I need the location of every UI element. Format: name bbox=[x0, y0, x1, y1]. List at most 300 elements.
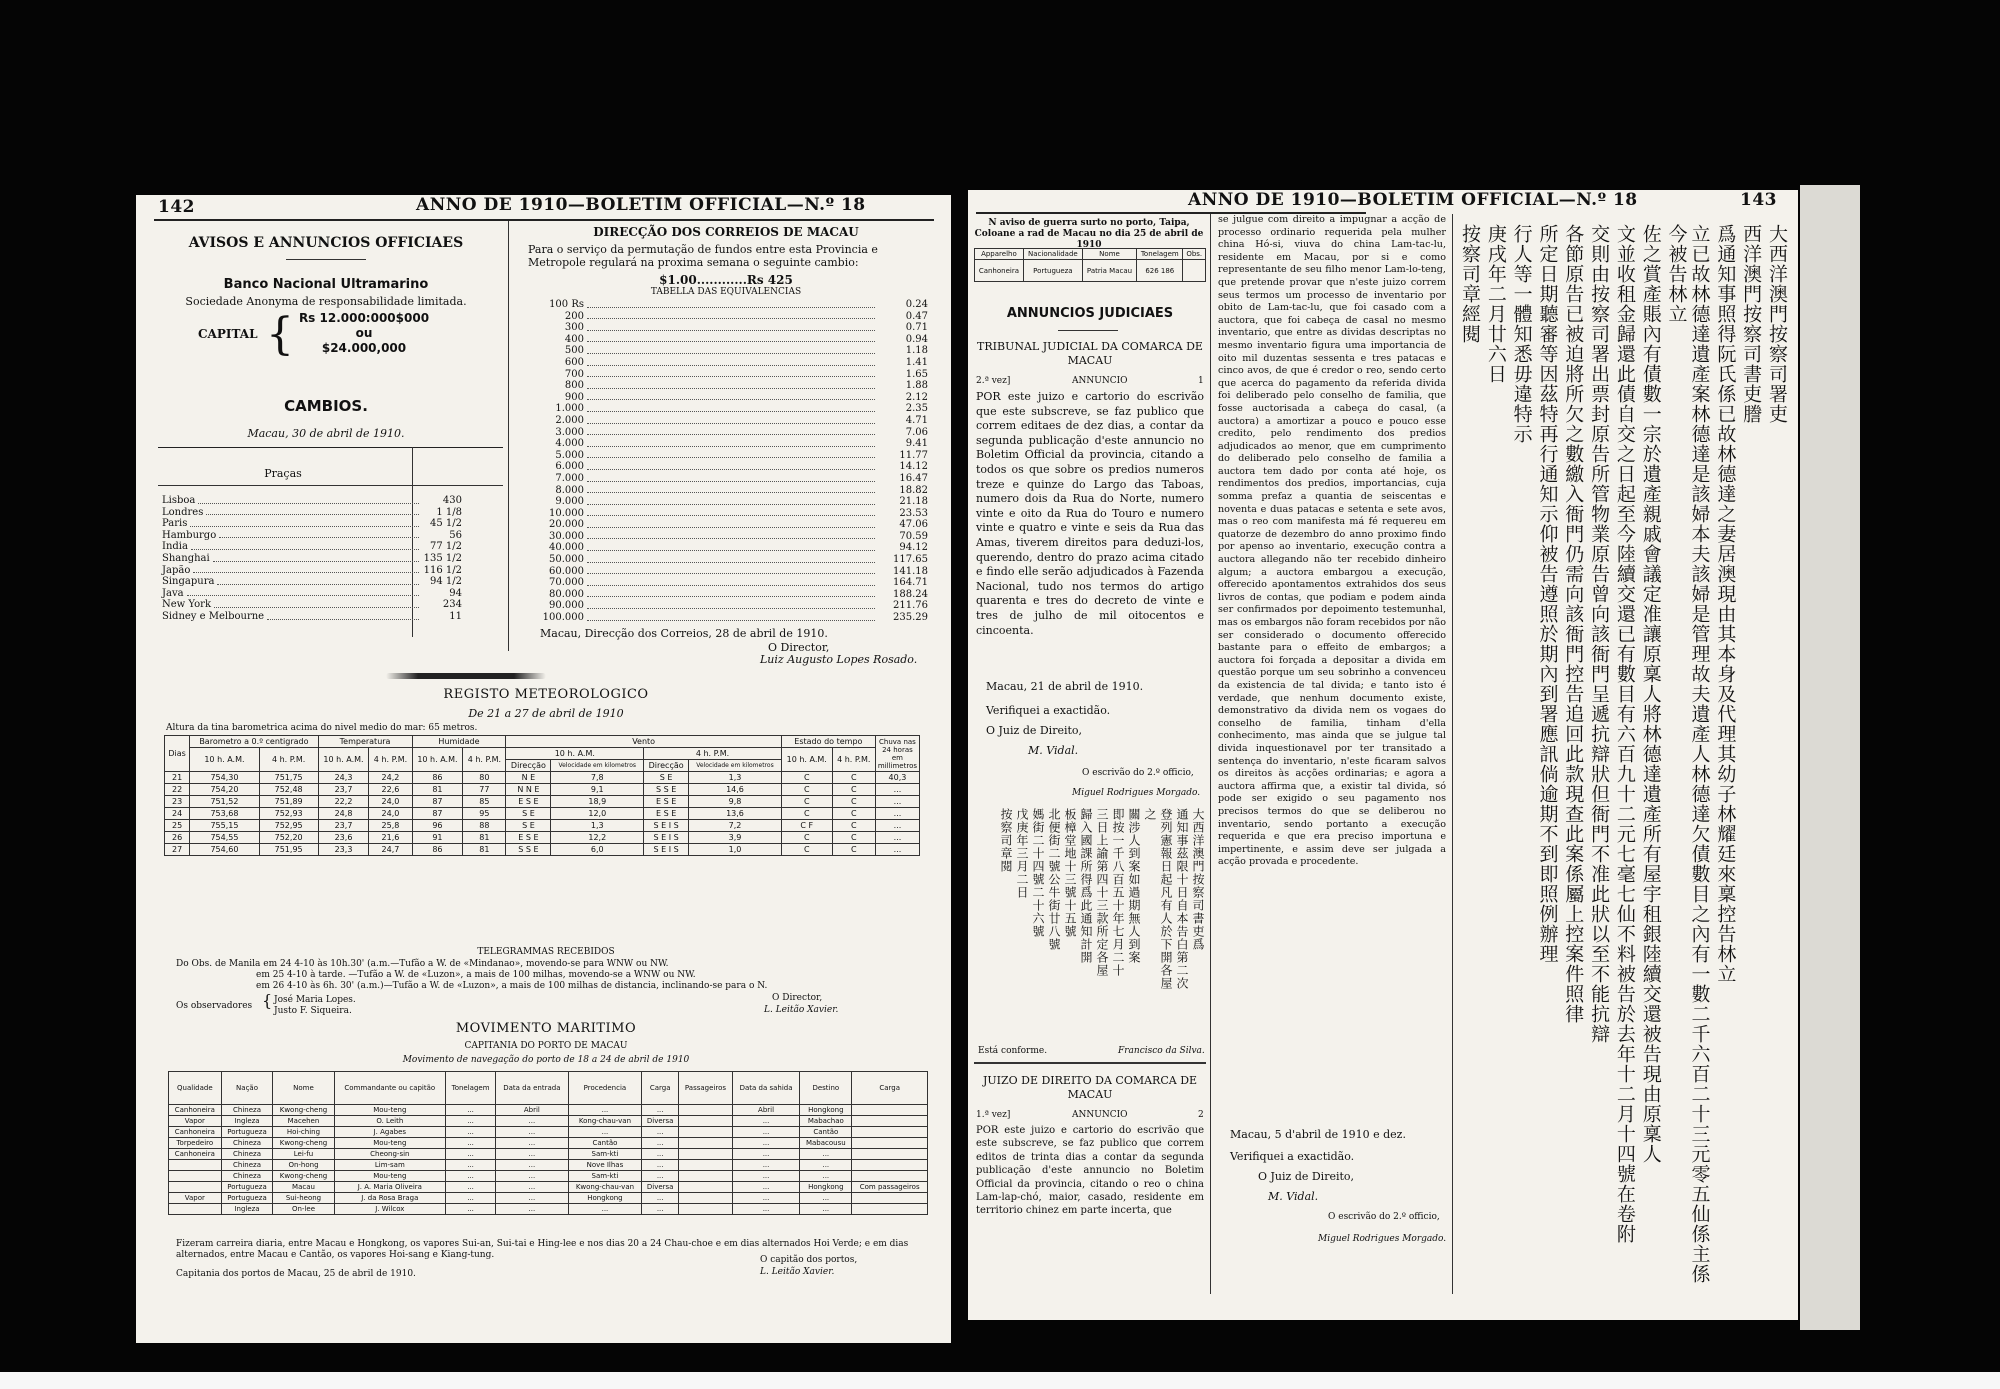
chinese-column: 爲通知事照得阮氏係已故林德達之妻居澳現由其本身及代理其幼子林耀廷來稟控告林立 bbox=[1714, 224, 1737, 984]
maritimo-cell bbox=[169, 1160, 222, 1171]
cambios-title: CAMBIOS. bbox=[284, 397, 368, 415]
maritimo-cell: Vapor bbox=[169, 1193, 222, 1204]
chinese-column: 文並收租金歸還此債自交之日起至今陸續交還已有數目有六百九十二元七毫七仙不料被告於去年十二月十四號在卷附 bbox=[1613, 224, 1636, 1244]
meteo-sub: 10 h. A.M. bbox=[781, 748, 832, 772]
maritimo-cell: Canhoneira bbox=[169, 1127, 222, 1138]
cambio-rate: 77 1/2 bbox=[430, 541, 462, 553]
meteo-cell: 88 bbox=[463, 820, 506, 832]
equivalencia-row bbox=[532, 334, 928, 346]
meteo-sub: 10 h. A.M. bbox=[318, 748, 369, 772]
vez-1: 2.ª vez] bbox=[976, 376, 1011, 386]
telegrams-title: TELEGRAMMAS RECEBIDOS bbox=[477, 947, 615, 957]
meteo-sub: 4 h. P.M. bbox=[369, 748, 412, 772]
equivalencia-rs: 800 bbox=[564, 380, 584, 392]
maritimo-cell: Cantão bbox=[568, 1138, 642, 1149]
correios-director-label: O Director, bbox=[768, 641, 830, 654]
maritimo-table bbox=[168, 1071, 928, 1215]
bank-subtitle: Sociedade Anonyma de responsabilidade limitada. bbox=[185, 295, 467, 308]
equivalencia-row bbox=[532, 531, 928, 543]
correios-director-name: Luiz Augusto Lopes Rosado. bbox=[760, 653, 918, 666]
maritimo-cell: ... bbox=[496, 1149, 569, 1160]
maritimo-cell: J. Agabes bbox=[334, 1127, 446, 1138]
maritimo-row bbox=[169, 1160, 928, 1171]
notice-cell: Patria Macau bbox=[1082, 260, 1136, 282]
equivalencia-val: 211.76 bbox=[893, 600, 928, 612]
cambio-row bbox=[162, 588, 462, 600]
maritimo-cell: Portugueza bbox=[221, 1193, 273, 1204]
maritimo-cell: ... bbox=[800, 1193, 852, 1204]
maritimo-cell: Macehen bbox=[273, 1116, 334, 1127]
cambio-row bbox=[162, 576, 462, 588]
maritimo-subtitle2: Movimento de navegação do porto de 18 a 24 de abril de 1910 bbox=[402, 1055, 690, 1065]
meteo-cell: 24,8 bbox=[318, 808, 369, 820]
equivalencia-val: 11.77 bbox=[899, 449, 928, 461]
meteo-cell: 9,1 bbox=[551, 784, 644, 796]
maritimo-title: MOVIMENTO MARITIMO bbox=[455, 1021, 637, 1036]
escrivao-1-name: Miguel Rodrigues Morgado. bbox=[1072, 788, 1201, 798]
meteo-cell: 18,9 bbox=[551, 796, 644, 808]
cambio-place: Sidney e Melbourne bbox=[162, 610, 265, 622]
equivalencia-rs: 30.000 bbox=[549, 530, 584, 542]
meteo-cell: 86 bbox=[412, 844, 463, 856]
meteo-cell: 96 bbox=[412, 820, 463, 832]
equivalencia-val: 188.24 bbox=[893, 588, 928, 600]
maritimo-cell: Kong-chau-van bbox=[568, 1116, 642, 1127]
maritimo-header: Qualidade bbox=[169, 1072, 222, 1105]
maritimo-cell bbox=[679, 1105, 733, 1116]
telegram-line: em 26 4-10 às 6h. 30' (a.m.)—Tufão a W. de «Luzon», a mais de 100 milhas de distancia, inclinando-se para o N. bbox=[256, 981, 768, 991]
meteo-cell: 27 bbox=[165, 844, 190, 856]
date-2: Macau, 5 d'abril de 1910 e dez. bbox=[1230, 1128, 1406, 1141]
maritimo-header: Tonelagem bbox=[446, 1072, 496, 1105]
meteo-cell: 24,7 bbox=[369, 844, 412, 856]
meteo-sub: 4 h. P.M. bbox=[644, 748, 782, 760]
meteo-cell: 22 bbox=[165, 784, 190, 796]
maritimo-cell: ... bbox=[496, 1160, 569, 1171]
meteo-row bbox=[165, 820, 920, 832]
maritimo-cell: ... bbox=[496, 1204, 569, 1215]
maritimo-cell bbox=[852, 1116, 928, 1127]
equivalencia-rs: 3.000 bbox=[555, 426, 584, 438]
meteo-cell: 6,0 bbox=[551, 844, 644, 856]
maritimo-cell: O. Leith bbox=[334, 1116, 446, 1127]
maritimo-cell bbox=[679, 1171, 733, 1182]
maritimo-cell: ... bbox=[732, 1193, 799, 1204]
chinese-column: 大西洋澳門按察司署吏 bbox=[1765, 224, 1788, 424]
cambio-rate: 94 1/2 bbox=[430, 576, 462, 588]
meteo-cell: 81 bbox=[463, 832, 506, 844]
right-running-head: ANNO DE 1910—BOLETIM OFFICIAL—N.º 18 bbox=[1188, 190, 1638, 210]
meteo-cell: ... bbox=[875, 844, 919, 856]
equivalencia-val: 1.18 bbox=[905, 345, 928, 357]
meteo-cell: 9,8 bbox=[689, 796, 782, 808]
maritimo-cell: ... bbox=[642, 1204, 679, 1215]
meteo-cell: 755,15 bbox=[190, 820, 259, 832]
maritimo-cell: Canhoneira bbox=[169, 1105, 222, 1116]
meteo-cell: 23 bbox=[165, 796, 190, 808]
chinese-column: 庚戌年二月廿六日 bbox=[1484, 224, 1507, 384]
equivalencia-rs: 600 bbox=[564, 356, 584, 368]
capital-rs: Rs 12.000:000$000 bbox=[298, 311, 430, 325]
cambio-rate: 430 bbox=[442, 495, 462, 506]
maritimo-cell: Sam-kti bbox=[568, 1149, 642, 1160]
maritimo-cell: Nove Ilhas bbox=[568, 1160, 642, 1171]
meteo-cell: 24,3 bbox=[318, 772, 369, 784]
cambio-row bbox=[162, 565, 462, 577]
chinese-column: 大西洋澳門按察司書吏爲 bbox=[1191, 808, 1205, 951]
meteo-cell: C bbox=[832, 796, 875, 808]
meteo-cell: C bbox=[832, 772, 875, 784]
maritimo-cell: ... bbox=[642, 1138, 679, 1149]
equivalencia-val: 70.59 bbox=[899, 530, 928, 542]
cambio-rate: 56 bbox=[449, 529, 462, 541]
equivalencia-rs: 100.000 bbox=[542, 612, 584, 624]
meteo-row bbox=[165, 808, 920, 820]
equivalencia-row bbox=[532, 473, 928, 485]
meteo-cell: C bbox=[781, 832, 832, 844]
scan-bottom-strip bbox=[0, 1372, 2000, 1389]
equivalencia-val: 4.71 bbox=[905, 414, 928, 426]
meteo-cell: C F bbox=[781, 820, 832, 832]
equivalencia-rs: 900 bbox=[564, 391, 584, 403]
cambio-row bbox=[162, 541, 462, 553]
cambio-row bbox=[162, 611, 462, 623]
chinese-column: 所定日期聽審等因茲特再行通知示仰被告遵照於期內到署應訊倘逾期不到即照例辦理 bbox=[1536, 224, 1559, 964]
avisos-title: AVISOS E ANNUNCIOS OFFICIAES bbox=[188, 235, 464, 251]
meteo-cell: 23,7 bbox=[318, 784, 369, 796]
cambios-date: Macau, 30 de abril de 1910. bbox=[247, 427, 405, 440]
equivalencia-rs: 70.000 bbox=[549, 577, 584, 589]
notice-cell: Canhoneira bbox=[975, 260, 1024, 282]
meteo-cell: 87 bbox=[412, 808, 463, 820]
cambio-rate: 234 bbox=[442, 599, 462, 611]
maritimo-cell: Hongkong bbox=[800, 1105, 852, 1116]
maritimo-cell: Mou-teng bbox=[334, 1138, 446, 1149]
maritimo-cell: ... bbox=[446, 1149, 496, 1160]
maritimo-cell: ... bbox=[568, 1127, 642, 1138]
maritimo-cell: Chineza bbox=[221, 1105, 273, 1116]
maritimo-cell: Lei-fu bbox=[273, 1149, 334, 1160]
maritimo-cell: Mabacousu bbox=[800, 1138, 852, 1149]
captain-label: O capitão dos portos, bbox=[760, 1255, 858, 1265]
conforme-name: Francisco da Silva. bbox=[1118, 1046, 1205, 1056]
equivalencia-rs: 4.000 bbox=[555, 438, 584, 450]
equivalencia-row bbox=[532, 485, 928, 497]
maritimo-row bbox=[169, 1171, 928, 1182]
meteo-sub: Direcção bbox=[506, 760, 551, 772]
maritimo-cell: ... bbox=[732, 1182, 799, 1193]
capital-label: CAPITAL bbox=[198, 327, 258, 341]
maritimo-row bbox=[169, 1105, 928, 1116]
meteo-cell: 24,2 bbox=[369, 772, 412, 784]
maritimo-cell: On-lee bbox=[273, 1204, 334, 1215]
chinese-column: 立已故林德達遺產案林德達是該婦本夫該婦是管理故夫遺產人林德達欠債數目之內有一數二千六百二十三元零五仙係主係今被告林立 bbox=[1665, 224, 1711, 1284]
left-page: 142 ANNO DE 1910—BOLETIM OFFICIAL—N.º 18 AVISOS E ANNUNCIOS OFFICIAES Banco Nacional Ultramarino Sociedade Anonyma de responsabilidade limitada. CAPITAL { Rs 12.000:000$000 ou $24.000,000 CAMBIOS. Macau, 30 de abril de 1910. Praças Lisboa 430 Londres 1 1/8 Paris 45 1/2 Hamburgo 56 India 77 1/2 Shanghai 135 1/2 Japão 116 1/2 Singapura 94 1/2 Java 94 New York 234 Sidney e Melbourne 11 DIRECÇÃO DOS CORREIOS DE MACAU Para o serviço da permutação de fundos entre esta Provincia e Metropole regulará na proxima semana o seguinte cambio: $1.00............Rs 425 TABELLA DAS EQUIVALENCIAS 100 Rs 0.24 200 0.47 300 0.71 400 0.94 500 1.18 600 1.41 700 1.65 800 1.88 900 2.12 1.000 2.35 2.000 4.71 3.000 7.06 4.000 9.41 5.000 11.77 6.000 14.12 7.000 16.47 8.000 18.82 9.000 21.18 10.000 23.53 20.000 47.06 30.000 70.59 40.000 94.12 50.000 117.65 60.000 141.18 70.000 164.71 80.000 188.24 90.000 211.76 100.000 235.29 Macau, Direcção dos Correios, 28 de abril de 1910. O Director, Luiz Augusto Lopes Rosado. REGISTO METEOROLOGICO De 21 a 27 de abril de 1910 Altura da tina barometrica acima do nivel medio do mar: 65 metros. Dias Barometro a 0.º centigrado Temperatura Humidade Vento Estado do tempo Chuva nas 24 horas em millimetros 10 h. A.M. 4 h. P.M. 10 h. A.M. 4 h. P.M. 10 h. A.M. 4 h. P.M. 10 h. A.M. 4 h. P.M. 10 h. A.M. 4 h. P.M. Direcção Velocidade em kilometros Direcção Velocidade em kilometros 21 754,30 751,75 24,3 24,2 86 80 N E 7,8 S E 1,3 C C 40,3 22 754,20 752,48 23,7 22,6 81 77 N N E 9,1 S S E 14,6 C C ... 23 751,52 751,89 22,2 24,0 87 85 E S E 18,9 E S E 9,8 C C ... 24 753,68 752,93 24,8 24,0 87 95 S E 12,0 E S E 13,6 C C ... 25 755,15 752,95 23,7 25,8 96 88 S E 1,3 S E I S 7,2 C F C ... 26 754,55 752,20 23,6 21,6 91 81 E S E 12,2 S E I S 3,9 C C ... 27 754,60 751,95 23,3 24,7 86 81 S S E 6,0 S E I S 1,0 C C ... TELEGRAMMAS RECEBIDOS Do Obs. de Manila em 24 4-10 às 10h.30' (a.m.—Tufão a W. de «Mindanao», movendo-se para WNW ou NW. em 25 4-10 à tarde. —Tufão a W. de «Luzon», a mais de 100 milhas, movendo-se a WNW ou NW. em 26 4-10 às 6h. 30' (a.m.)—Tufão a W. de «Luzon», a mais de 100 milhas de distancia, inclinando-se para o N. Os observadores { José Maria Lopes. Justo F. Siqueira. O Director, L. Leitão Xavier. MOVIMENTO MARITIMO CAPITANIA DO PORTO DE MACAU Movimento de navegação do porto de 18 a 24 de abril de 1910 Qualidade Nação Nome Commandante ou capitão Tonelagem Data da entrada Procedencia Carga Passageiros Data da sahida Destino Carga Canhoneira Chineza Kwong-cheng Mou-teng ... Abril ... ... Abril Hongkong Vapor Ingleza Macehen O. Leith ... ... Kong-chau-van Diversa ... Mabachao Canhoneira Portugueza Hoi-ching J. Agabes ... ... ... ... ... Cantão Torpedeiro Chineza Kwong-cheng Mou-teng ... ... Cantão ... ... Mabacousu Canhoneira Chineza Lei-fu Cheong-sin ... ... Sam-kti ... ... ... Chineza On-hong Lim-sam ... ... Nove Ilhas ... ... ... Chineza Kwong-cheng Mou-teng ... ... Sam-kti ... ... ... Portugueza Macau J. A. Maria Oliveira ... ... Kwong-chau-van Diversa ... Hongkong Com passageiros Vapor Portugueza Sui-heong J. da Rosa Braga ... ... Hongkong ... ... ... Ingleza On-lee J. Wilcox ... ... ... ... ... ... Fizeram carreira diaria, entre Macau e Hongkong, os vapores Sui-an, Sui-tai e Hing-lee e nos dias 20 a 24 Chau-choe e em dias alternados Hoi Verde; e em dias alternados, entre Macau e Cantão, os vapores Hoi-sang e Kiang-tung. Capitania dos portos de Macau, 25 de abril de 1910. O capitão dos portos, L. Leitão Xavier. bbox=[136, 195, 951, 1343]
maritimo-cell: Kwong-cheng bbox=[273, 1105, 334, 1116]
juiz-1-name: M. Vidal. bbox=[1028, 744, 1079, 757]
maritimo-row bbox=[169, 1138, 928, 1149]
meteo-sub: Velocidade em kilometros bbox=[689, 760, 782, 772]
maritimo-cell bbox=[852, 1171, 928, 1182]
meteo-cell: C bbox=[832, 832, 875, 844]
maritimo-cell: J. A. Maria Oliveira bbox=[334, 1182, 446, 1193]
cambio-rate: 94 bbox=[449, 587, 462, 599]
equivalencia-val: 9.41 bbox=[905, 438, 928, 450]
observer-1: José Maria Lopes. bbox=[274, 995, 356, 1005]
meteo-cell: C bbox=[832, 808, 875, 820]
maritimo-cell: ... bbox=[642, 1171, 679, 1182]
maritimo-cell: ... bbox=[732, 1204, 799, 1215]
meteo-group-humidade: Humidade bbox=[412, 736, 506, 748]
meteo-sub: Direcção bbox=[644, 760, 689, 772]
meteo-cell: 7,2 bbox=[689, 820, 782, 832]
maritimo-cell bbox=[852, 1149, 928, 1160]
maritimo-header: Nome bbox=[273, 1072, 334, 1105]
meteo-cell: 14,6 bbox=[689, 784, 782, 796]
notice-header: Apparelho bbox=[975, 249, 1024, 260]
meteo-col-chuva: Chuva nas 24 horas em millimetros bbox=[875, 736, 919, 772]
chinese-column: 板樟堂地十三號十五號 bbox=[1063, 808, 1077, 938]
notice-cell bbox=[1183, 260, 1206, 282]
maritimo-cell: Lim-sam bbox=[334, 1160, 446, 1171]
meteo-cell: 751,52 bbox=[190, 796, 259, 808]
maritimo-row bbox=[169, 1182, 928, 1193]
equivalencia-val: 141.18 bbox=[893, 565, 928, 577]
meteo-cell: 91 bbox=[412, 832, 463, 844]
meteo-cell: S E bbox=[644, 772, 689, 784]
cambio-row bbox=[162, 518, 462, 530]
maritimo-cell: ... bbox=[496, 1182, 569, 1193]
equivalencia-row bbox=[532, 427, 928, 439]
right-page-number: 143 bbox=[1740, 190, 1777, 210]
cambio-rate: 11 bbox=[449, 610, 462, 622]
equivalencia-val: 21.18 bbox=[899, 496, 928, 508]
maritimo-cell: Torpedeiro bbox=[169, 1138, 222, 1149]
cambio-rate: 1 1/8 bbox=[436, 506, 462, 518]
maritimo-cell: ... bbox=[496, 1138, 569, 1149]
meteo-cell: 754,20 bbox=[190, 784, 259, 796]
equivalencia-row bbox=[532, 600, 928, 612]
meteo-cell: 1,3 bbox=[689, 772, 782, 784]
meteo-cell: 23,7 bbox=[318, 820, 369, 832]
scan-page-edge bbox=[1800, 185, 1860, 1330]
meteo-cell: 751,89 bbox=[259, 796, 318, 808]
maritimo-place-date: Capitania dos portos de Macau, 25 de abril de 1910. bbox=[176, 1269, 416, 1279]
maritimo-cell: ... bbox=[732, 1138, 799, 1149]
cambio-row bbox=[162, 530, 462, 542]
meteo-cell: C bbox=[781, 772, 832, 784]
cambio-place: Java bbox=[162, 587, 184, 599]
equivalencia-row bbox=[532, 589, 928, 601]
equivalencia-val: 235.29 bbox=[893, 612, 928, 624]
meteo-sub: Velocidade em kilometros bbox=[551, 760, 644, 772]
chinese-column: 三日上諭第四十三款所定各屋 bbox=[1095, 808, 1109, 977]
meteo-cell: 1,3 bbox=[551, 820, 644, 832]
meteo-cell: C bbox=[832, 784, 875, 796]
meteo-row bbox=[165, 832, 920, 844]
notice-header: Nome bbox=[1082, 249, 1136, 260]
cambio-place: Paris bbox=[162, 518, 188, 530]
annuncio-num-1: 1 bbox=[1198, 376, 1204, 386]
equivalencia-row bbox=[532, 450, 928, 462]
equivalencia-rs: 50.000 bbox=[549, 554, 584, 566]
maritimo-cell: On-hong bbox=[273, 1160, 334, 1171]
meteo-cell: 7,8 bbox=[551, 772, 644, 784]
meteo-cell: 77 bbox=[463, 784, 506, 796]
meteo-group-estado: Estado do tempo bbox=[781, 736, 875, 748]
maritimo-cell: ... bbox=[496, 1116, 569, 1127]
chinese-column: 西洋澳門按察司書吏謄 bbox=[1740, 224, 1763, 424]
cambio-place: Shanghai bbox=[162, 552, 210, 564]
cambio-place: India bbox=[162, 541, 188, 553]
registo-altura: Altura da tina barometrica acima do nivel medio do mar: 65 metros. bbox=[166, 723, 478, 733]
maritimo-cell: ... bbox=[732, 1171, 799, 1182]
maritimo-row bbox=[169, 1204, 928, 1215]
chinese-column: 佐之賞產賬內有債數一宗於遺產親戚會議定准讓原稟人將林德達遺產所有屋宇租銀陸續交還被告現由原稟人 bbox=[1639, 224, 1662, 1164]
verif-1: Verifiquei a exactidão. bbox=[986, 704, 1111, 717]
maritimo-cell: Kwong-cheng bbox=[273, 1171, 334, 1182]
equivalencia-row bbox=[532, 438, 928, 450]
maritimo-header: Carga bbox=[642, 1072, 679, 1105]
equivalencia-val: 7.06 bbox=[905, 426, 928, 438]
registo-title: REGISTO METEOROLOGICO bbox=[443, 687, 649, 702]
notice-cell: Portugueza bbox=[1023, 260, 1082, 282]
cambio-row bbox=[162, 495, 462, 507]
capital-or: ou bbox=[355, 326, 373, 340]
meteo-cell: C bbox=[781, 796, 832, 808]
meteo-cell: 40,3 bbox=[875, 772, 919, 784]
maritimo-cell: Canhoneira bbox=[169, 1149, 222, 1160]
maritimo-cell: Hongkong bbox=[800, 1182, 852, 1193]
meteo-cell: 752,93 bbox=[259, 808, 318, 820]
maritimo-cell bbox=[679, 1160, 733, 1171]
maritimo-cell: Vapor bbox=[169, 1116, 222, 1127]
meteo-group-barometro: Barometro a 0.º centigrado bbox=[190, 736, 318, 748]
meteo-row bbox=[165, 796, 920, 808]
maritimo-cell bbox=[679, 1193, 733, 1204]
maritimo-cell: Macau bbox=[273, 1182, 334, 1193]
cambio-rate: 116 1/2 bbox=[423, 564, 462, 576]
registo-director-name: L. Leitão Xavier. bbox=[764, 1005, 839, 1015]
equivalencia-val: 0.71 bbox=[905, 322, 928, 334]
correios-place-date: Macau, Direcção dos Correios, 28 de abril de 1910. bbox=[540, 627, 828, 640]
meteo-cell: ... bbox=[875, 784, 919, 796]
meteo-cell: S E I S bbox=[644, 832, 689, 844]
meteo-cell: 81 bbox=[412, 784, 463, 796]
chinese-column: 按察司章經閱 bbox=[1459, 224, 1481, 344]
maritimo-cell: ... bbox=[446, 1160, 496, 1171]
equivalencia-val: 18.82 bbox=[899, 484, 928, 496]
maritimo-row bbox=[169, 1193, 928, 1204]
notice-header: Tonelagem bbox=[1137, 249, 1183, 260]
meteo-group-temperatura: Temperatura bbox=[318, 736, 412, 748]
equivalencia-row bbox=[532, 369, 928, 381]
maritimo-cell: Mou-teng bbox=[334, 1105, 446, 1116]
annuncio-2-text: POR este juizo e cartorio do escrivão que este subscreve, se faz publico que correm editos de trinta dias a contar da segunda publicação d'este annuncio no Boletim Official da provincia, citando o reo o china Lam-lap-chó, maior, casado, residente em territorio chinez em parte incerta, que bbox=[976, 1125, 1204, 1217]
cambio-place: Lisboa bbox=[162, 495, 196, 506]
juiz-1-label: O Juiz de Direito, bbox=[986, 724, 1083, 737]
maritimo-cell: Com passageiros bbox=[852, 1182, 928, 1193]
maritimo-row bbox=[169, 1127, 928, 1138]
meteo-group-vento: Vento bbox=[506, 736, 781, 748]
cambio-row bbox=[162, 507, 462, 519]
maritimo-cell: ... bbox=[496, 1127, 569, 1138]
equivalencia-row bbox=[532, 403, 928, 415]
registo-director-label: O Director, bbox=[772, 993, 823, 1003]
equivalencia-val: 16.47 bbox=[899, 472, 928, 484]
juiz-2-name: M. Vidal. bbox=[1268, 1190, 1319, 1203]
meteo-cell: ... bbox=[875, 808, 919, 820]
equivalencia-row bbox=[532, 345, 928, 357]
meteo-cell: 3,9 bbox=[689, 832, 782, 844]
equivalencia-row bbox=[532, 566, 928, 578]
meteo-cell: C bbox=[832, 844, 875, 856]
juizo-title: JUIZO DE DIREITO DA COMARCA DE MACAU bbox=[982, 1074, 1198, 1101]
meteo-sub: 10 h. A.M. bbox=[190, 748, 259, 772]
maritimo-cell: J. Wilcox bbox=[334, 1204, 446, 1215]
meteo-cell: E S E bbox=[644, 808, 689, 820]
maritimo-cell: Chineza bbox=[221, 1171, 273, 1182]
maritimo-cell bbox=[169, 1204, 222, 1215]
correios-table-title: TABELLA DAS EQUIVALENCIAS bbox=[650, 287, 802, 297]
chinese-column: 通知事茲限十日自本告白第二次 bbox=[1175, 808, 1189, 990]
maritimo-header: Commandante ou capitão bbox=[334, 1072, 446, 1105]
equivalencia-row bbox=[532, 612, 928, 624]
equivalencia-row bbox=[532, 577, 928, 589]
meteo-sub: 10 h. A.M. bbox=[506, 748, 644, 760]
maritimo-header: Nação bbox=[221, 1072, 273, 1105]
cambio-place: Londres bbox=[162, 506, 204, 518]
equivalencia-rs: 700 bbox=[564, 368, 584, 380]
maritimo-cell: ... bbox=[732, 1149, 799, 1160]
correios-list bbox=[532, 299, 928, 624]
meteo-cell: C bbox=[832, 820, 875, 832]
cambio-place: Singapura bbox=[162, 576, 215, 588]
notice-table bbox=[974, 248, 1206, 282]
equivalencia-val: 47.06 bbox=[899, 519, 928, 531]
maritimo-cell bbox=[679, 1204, 733, 1215]
meteo-row bbox=[165, 772, 920, 784]
equivalencia-row bbox=[532, 415, 928, 427]
meteo-sub: 4 h. P.M. bbox=[832, 748, 875, 772]
maritimo-cell bbox=[679, 1127, 733, 1138]
maritimo-cell bbox=[852, 1138, 928, 1149]
maritimo-cell: ... bbox=[446, 1127, 496, 1138]
meteo-cell: S E bbox=[506, 820, 551, 832]
maritimo-cell: ... bbox=[496, 1193, 569, 1204]
maritimo-cell: Ingleza bbox=[221, 1204, 273, 1215]
equivalencia-row bbox=[532, 357, 928, 369]
cambios-header: Praças bbox=[264, 467, 302, 480]
maritimo-cell: Abril bbox=[496, 1105, 569, 1116]
correios-intro: Para o serviço da permutação de fundos entre esta Provincia e Metropole regulará na proxima semana o seguinte cambio: bbox=[528, 243, 878, 269]
cambio-place: New York bbox=[162, 599, 211, 611]
maritimo-cell: Cantão bbox=[800, 1127, 852, 1138]
meteo-cell: 754,30 bbox=[190, 772, 259, 784]
meteo-cell: 24 bbox=[165, 808, 190, 820]
observers-label: Os observadores bbox=[176, 1001, 253, 1011]
meteo-cell: 86 bbox=[412, 772, 463, 784]
maritimo-cell: ... bbox=[446, 1204, 496, 1215]
chinese-column: 歸入國課所得爲此通知計開 bbox=[1079, 808, 1093, 964]
maritimo-cell: ... bbox=[446, 1105, 496, 1116]
maritimo-cell: Abril bbox=[732, 1105, 799, 1116]
equivalencia-val: 164.71 bbox=[893, 577, 928, 589]
maritimo-cell: Diversa bbox=[642, 1182, 679, 1193]
maritimo-cell: ... bbox=[568, 1105, 642, 1116]
meteo-cell: N N E bbox=[506, 784, 551, 796]
equivalencia-val: 14.12 bbox=[899, 461, 928, 473]
